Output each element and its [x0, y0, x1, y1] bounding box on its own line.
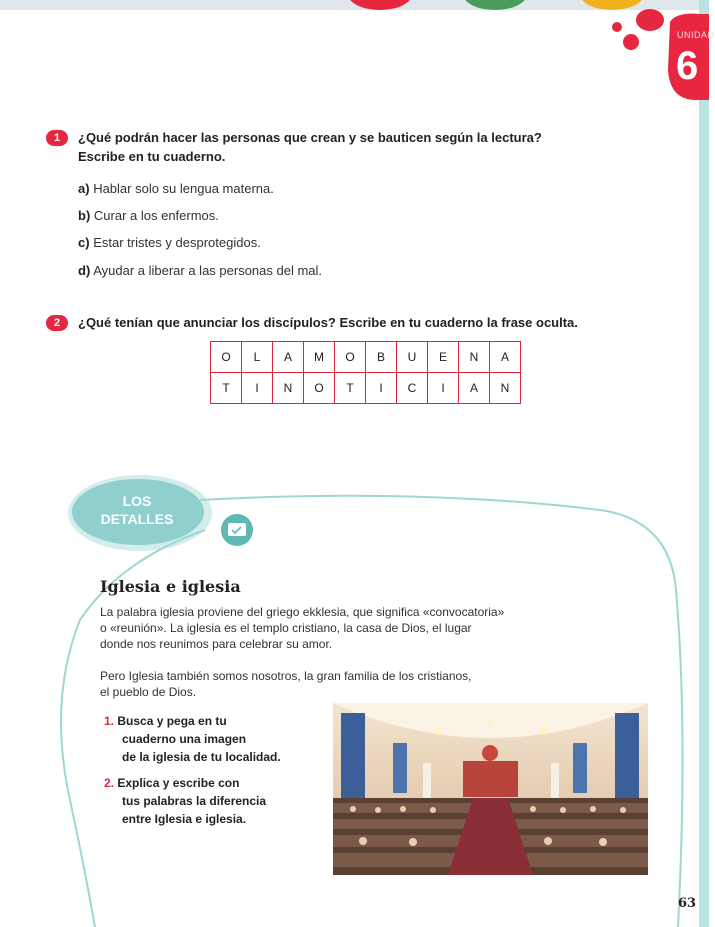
grid-cell: B	[366, 342, 397, 373]
task-number: 1.	[104, 714, 115, 728]
red-circle-decoration	[348, 0, 412, 10]
exercise-2-question: ¿Qué tenían que anunciar los discípulos? Escribe en tu cuaderno la frase oculta.	[78, 315, 578, 330]
header-decoration	[0, 0, 709, 120]
task-number: 2.	[104, 776, 115, 790]
task-line: cuaderno una imagen	[122, 732, 247, 746]
grid-cell: U	[397, 342, 428, 373]
paragraph-line: Pero Iglesia también somos nosotros, la gran familia de los cristianos,	[100, 669, 472, 683]
task-1	[104, 712, 329, 766]
task-line: Busca y pega en tu	[117, 714, 227, 728]
grid-cell: E	[428, 342, 459, 373]
task-line: Explica y escribe con	[117, 776, 240, 790]
grid-cell: A	[273, 342, 304, 373]
grid-cell: N	[273, 373, 304, 404]
pink-blob-decoration	[636, 9, 664, 31]
option-letter: d)	[78, 263, 91, 278]
letter-grid	[210, 341, 521, 404]
grid-cell: N	[490, 373, 521, 404]
grid-cell: L	[242, 342, 273, 373]
option-text: Estar tristes y desprotegidos.	[93, 235, 261, 250]
option-c	[78, 235, 261, 250]
option-letter: a)	[78, 181, 90, 196]
option-letter: c)	[78, 235, 90, 250]
unit-number: 6	[676, 44, 699, 88]
grid-row	[211, 342, 521, 373]
exercise-number-badge: 2	[46, 315, 68, 331]
grid-cell: O	[335, 342, 366, 373]
option-text: Hablar solo su lengua materna.	[93, 181, 274, 196]
exercise-number-badge: 1	[46, 130, 68, 146]
task-line: entre Iglesia e iglesia.	[122, 812, 247, 826]
grid-row	[211, 373, 521, 404]
paragraph-line: o «reunión». La iglesia es el templo cristiano, la casa de Dios, el lugar	[100, 621, 472, 635]
paragraph-line: La palabra iglesia proviene del griego ekklesia, que significa «convocatoria»	[100, 605, 505, 619]
exercise-1-question-line1: ¿Qué podrán hacer las personas que crean y se bauticen según la lectura?	[78, 130, 542, 145]
unit-label: UNIDAD	[677, 30, 715, 40]
grid-cell: A	[459, 373, 490, 404]
pink-dot-decoration	[623, 34, 639, 50]
grid-cell: O	[304, 373, 335, 404]
option-text: Ayudar a liberar a las personas del mal.	[93, 263, 323, 278]
exercise-2	[46, 313, 68, 331]
yellow-circle-decoration	[580, 0, 644, 10]
grid-cell: N	[459, 342, 490, 373]
task-2	[104, 774, 329, 828]
grid-cell: T	[335, 373, 366, 404]
grid-cell: O	[211, 342, 242, 373]
option-letter: b)	[78, 208, 91, 223]
exercise-1	[46, 128, 68, 146]
grid-cell: I	[242, 373, 273, 404]
option-d	[78, 263, 322, 278]
paragraph-line: el pueblo de Dios.	[100, 685, 197, 699]
section-title: Iglesia e iglesia	[100, 577, 241, 596]
task-line: de la iglesia de tu localidad.	[122, 750, 281, 764]
exercise-1-question-line2: Escribe en tu cuaderno.	[78, 149, 226, 164]
option-b	[78, 208, 219, 223]
option-a	[78, 181, 274, 196]
small-dot-decoration	[612, 22, 622, 32]
details-badge	[72, 492, 202, 528]
task-line: tus palabras la diferencia	[122, 794, 267, 808]
paragraph-2	[100, 668, 620, 700]
grid-cell: T	[211, 373, 242, 404]
tablet-icon	[228, 523, 246, 536]
church-interior-photo	[333, 703, 648, 875]
green-circle-decoration	[463, 0, 527, 10]
details-badge-line1: LOS	[122, 493, 152, 509]
paragraph-1	[100, 604, 620, 652]
grid-cell: A	[490, 342, 521, 373]
paragraph-line: donde nos reunimos para celebrar su amor.	[100, 637, 333, 651]
grid-cell: C	[397, 373, 428, 404]
option-text: Curar a los enfermos.	[93, 208, 219, 223]
page-number: 63	[678, 896, 697, 911]
grid-cell: M	[304, 342, 335, 373]
details-badge-line2: DETALLES	[100, 511, 174, 527]
grid-cell: I	[428, 373, 459, 404]
grid-cell: I	[366, 373, 397, 404]
